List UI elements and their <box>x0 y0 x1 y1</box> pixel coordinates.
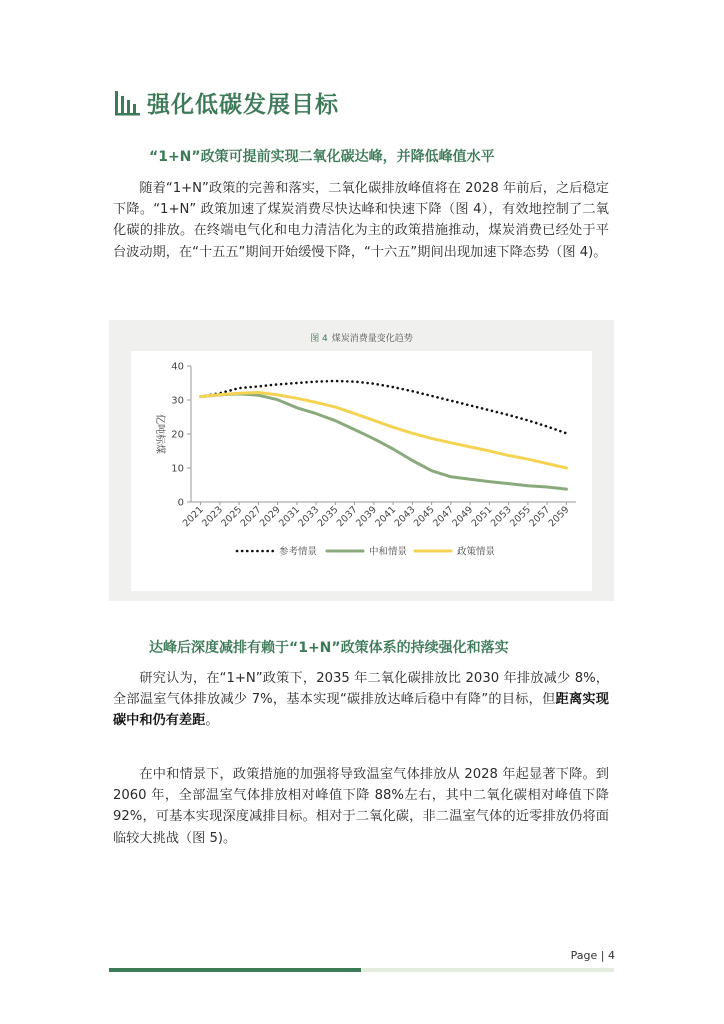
y-tick-label: 20 <box>171 429 184 441</box>
series-line-2 <box>201 394 567 489</box>
paragraph-2-emphasis: 距离实现碳中和仍有差距 <box>113 692 609 729</box>
x-tick-label: 2039 <box>354 504 379 530</box>
x-tick-label: 2029 <box>257 504 283 530</box>
x-tick-label: 2057 <box>527 504 553 530</box>
x-tick-label: 2035 <box>315 504 341 530</box>
y-tick-label: 30 <box>171 395 184 407</box>
legend-label: 中和情景 <box>369 546 408 558</box>
x-tick-label: 2021 <box>180 504 206 530</box>
chart-panel <box>131 351 592 591</box>
x-tick-label: 2027 <box>238 504 264 530</box>
section-title: 强化低碳发展目标 <box>147 92 339 118</box>
paragraph-2 <box>113 668 609 732</box>
x-tick-label: 2045 <box>411 504 437 530</box>
x-tick-label: 2041 <box>373 504 399 530</box>
bar-chart-icon <box>113 88 143 118</box>
figure-caption-text: 煤炭消费量变化趋势 <box>331 334 413 344</box>
x-tick-label: 2051 <box>469 504 495 530</box>
x-tick-label: 2053 <box>488 504 514 530</box>
figure-4 <box>109 320 614 601</box>
legend-label: 政策情景 <box>457 546 496 558</box>
x-tick-label: 2043 <box>392 504 418 530</box>
page-number: Page | 4 <box>570 949 615 962</box>
x-tick-label: 2037 <box>334 504 360 530</box>
x-tick-label: 2023 <box>200 504 225 530</box>
y-tick-label: 40 <box>171 361 184 373</box>
section-header <box>113 86 339 119</box>
y-tick-label: 0 <box>177 497 184 509</box>
footer-bar-light <box>361 968 614 972</box>
paragraph-3: 在中和情景下，政策措施的加强将导致温室气体排放从 2028 年起显著下降。到 2060 年，全部温室气体排放相对峰值下降 88%左右，其中二氧化碳相对峰值下降 92%，可基本实现深度减排目标。相对于二氧化碳，非二温室气体的近零排放仍将面临较大挑战（图 5)。 <box>113 767 609 846</box>
x-tick-label: 2033 <box>296 504 322 530</box>
y-tick-label: 10 <box>171 463 184 475</box>
x-tick-label: 2049 <box>450 504 476 530</box>
x-tick-label: 2025 <box>219 504 245 530</box>
series-line-3 <box>201 393 567 469</box>
figure-caption <box>109 331 614 344</box>
y-axis-label: 亿吨标煤 <box>154 414 165 454</box>
paragraph-1: 随着“1+N”政策的完善和落实，二氧化碳排放峰值将在 2028 年前后，之后稳定下降。“1+N” 政策加速了煤炭消费尽快达峰和快速下降（图 4），有效地控制了二氧化碳的排放。在终端电气化和电力清洁化为主的政策措施推动，煤炭消费已经处于平台波动期，在“十五五”期间开始缓慢下降，“十六五”期间出现加速下降态势（图 4)。 <box>113 181 609 260</box>
figure-number: 图 4 <box>310 334 328 344</box>
footer-bar-accent <box>109 968 361 972</box>
subheading-2: 达峰后深度减排有赖于“1+N”政策体系的持续强化和落实 <box>149 640 509 656</box>
subheading-1: “1+N”政策可提前实现二氧化碳达峰，并降低峰值水平 <box>149 149 495 165</box>
x-tick-label: 2055 <box>508 504 533 530</box>
x-tick-label: 2031 <box>277 504 302 530</box>
paragraph-2-end: 。 <box>205 713 219 729</box>
paragraph-2-text: 研究认为，在“1+N”政策下，2035 年二氧化碳排放比 2030 年排放减少 8%，全部温室气体排放减少 7%，基本实现“碳排放达峰后稳中有降”的目标，但 <box>113 671 609 708</box>
series-line-1 <box>201 381 567 433</box>
legend-label: 参考情景 <box>279 546 318 558</box>
x-tick-label: 2047 <box>431 504 456 530</box>
x-tick-label: 2059 <box>546 504 572 530</box>
coal-consumption-chart <box>131 351 592 591</box>
